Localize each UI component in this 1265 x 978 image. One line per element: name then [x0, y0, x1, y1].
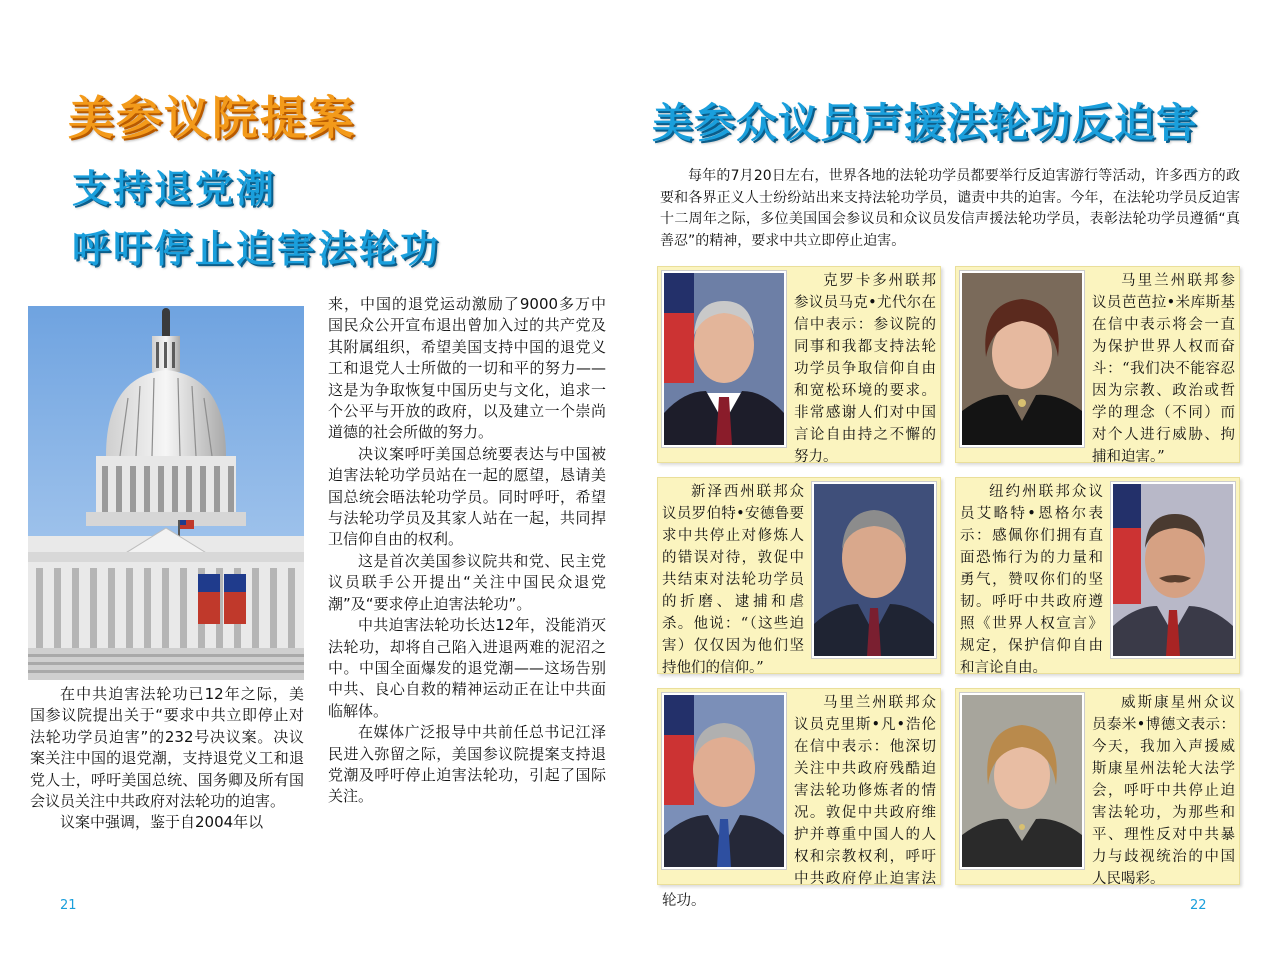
- page-number-right: 22: [1190, 898, 1207, 913]
- left-subtitle-1: 支持退党潮: [72, 167, 278, 211]
- paragraph: 在中共迫害法轮功已12年之际，美国参议院提出关于“要求中共立即停止对法轮功学员迫害”的232号决议案。决议案关注中国的退党潮，支持退党义工和退党人士，呼吁美国总统、国务卿及所有国会议员关注中共政府对法轮功的迫害。: [30, 685, 304, 811]
- card-text: 纽约州联邦众议员艾略特•恩格尔表示：感佩你们拥有直面恐怖行为的力量和勇气，赞叹你们的坚韧。呼吁中共政府遵照《世界人权宣言》规定，保护信仰自由和言论自由。: [960, 484, 1103, 676]
- middle-column-text: [328, 294, 606, 808]
- senator-card-2: [955, 266, 1240, 463]
- page-number-left: 21: [60, 898, 77, 913]
- paragraph: 在媒体广泛报导中共前任总书记江泽民进入弥留之际，美国参议院提案支持退党潮及呼吁停止迫害法轮功，引起了国际关注。: [328, 723, 606, 806]
- portrait-photo: [1111, 482, 1235, 658]
- left-title: 美参议院提案: [68, 91, 356, 145]
- card-text: 克罗卡多州联邦参议员马克•尤代尔在信中表示：参议院的同事和我都支持法轮功学员争取信仰自由和宽松环境的要求。非常感谢人们对中国言论自由持之不懈的努力。: [794, 273, 936, 465]
- paragraph: 决议案呼吁美国总统要表达与中国被迫害法轮功学员站在一起的愿望，恳请美国总统会晤法轮功学员。同时呼吁，希望与法轮功学员及其家人站在一起，共同捍卫信仰自由的权利。: [328, 444, 606, 549]
- left-subtitle-2: 呼吁停止迫害法轮功: [72, 227, 442, 271]
- representative-card-5: [657, 688, 941, 909]
- left-column-text: [30, 684, 304, 834]
- capitol-photo: [28, 306, 304, 680]
- portrait-photo: [960, 271, 1084, 447]
- paragraph: 这是首次美国参议院共和党、民主党议员联手公开提出“关注中国民众退党潮”及“要求停止迫害法轮功”。: [328, 551, 606, 613]
- card-text: 新泽西州联邦众议员罗伯特•安德鲁要求中共停止对修炼人的错误对待，敦促中共结束对法轮功学员的折磨、逮捕和虐杀。他说：“（这些迫害）仅仅因为他们坚持他们的信仰。”: [662, 484, 804, 676]
- card-text: 威斯康星州众议员泰米•博德文表示：今天，我加入声援威斯康星州法轮大法学会，呼吁中共停止迫害法轮功，为那些和平、理性反对中共暴力与歧视统治的中国人民喝彩。: [1092, 695, 1235, 887]
- card-text: 马里兰州联邦众议员克里斯•凡•浩伦在信中表示：他深切关注中共政府残酷迫害法轮功修炼者的情况。敦促中共政府维护并尊重中国人的人权和宗教权利，呼吁中共政府停止迫害法轮功。: [662, 695, 936, 909]
- right-intro: [660, 166, 1240, 252]
- card-text: 马里兰州联邦参议员芭芭拉•米库斯基在信中表示将会一直为保护世界人权而奋斗：“我们决不能容忍因为宗教、政治或哲学的理念（不同）而对个人进行威胁、拘捕和迫害。”: [1092, 273, 1235, 465]
- representative-card-3: [657, 477, 941, 674]
- paragraph: 议案中强调，鉴于自2004年以: [60, 813, 264, 832]
- intro-paragraph: 每年的7月20日左右，世界各地的法轮功学员都要举行反迫害游行等活动，许多西方的政要和各界正义人士纷纷站出来支持法轮功学员，谴责中共的迫害。今年，在法轮功学员反迫害十二周年之际，多位美国国会参议员和众议员发信声援法轮功学员，表彰法轮功学员遵循“真善忍”的精神，要求中共立即停止迫害。: [660, 168, 1240, 249]
- portrait-photo: [960, 693, 1084, 869]
- portrait-photo: [662, 271, 786, 447]
- representative-card-4: [955, 477, 1240, 674]
- paragraph: 来，中国的退党运动激励了9000多万中国民众公开宣布退出曾加入过的共产党及其附属组织，希望美国支持中国的退党义工和退党人士所做的一切和平的努力——这是为争取恢复中国历史与文化，追求一个公平与开放的政府，以及建立一个崇尚道德的社会所做的努力。: [328, 295, 606, 442]
- representative-card-6: [955, 688, 1240, 885]
- right-title: 美参众议员声援法轮功反迫害: [652, 99, 1198, 147]
- portrait-photo: [812, 482, 936, 658]
- senator-card-1: [657, 266, 941, 463]
- portrait-photo: [662, 693, 786, 869]
- paragraph: 中共迫害法轮功长达12年，没能消灭法轮功，却将自己陷入进退两难的泥沼之中。中国全面爆发的退党潮——这场告别中共、良心自救的精神运动正在让中共面临解体。: [328, 616, 606, 720]
